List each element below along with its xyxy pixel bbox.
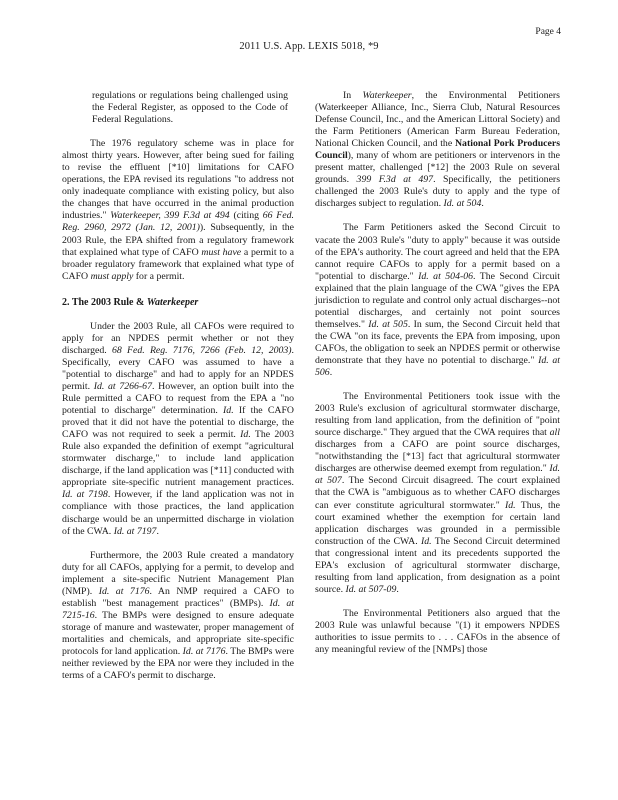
case-citation: Id. at 504-06	[418, 270, 474, 282]
case-citation: Id. at 7198	[62, 489, 108, 501]
paragraph: In Waterkeeper, the Environmental Petitioners (Waterkeeper Alliance, Inc., Sierra Club, Natural Resources Defense Council, Inc., and the American Littoral Society) and the Farm Petitioners (American Farm Bureau Federation, National Chicken Council, and the National Pork Producers Council), many of whom are petitioners or intervenors in the present matter, challenged [*12] the 2003 Rule on several grounds. 399 F.3d at 497. Specifically, the petitioners challenged the 2003 Rule's duty to apply and the type of discharges subject to regulation. Id. at 504.	[315, 90, 561, 210]
emphasis: must have	[201, 246, 242, 258]
paragraph: regulations or regulations being challenged using the Federal Register, as opposed to the Code of Federal Regulations.	[92, 90, 288, 126]
paragraph: The Farm Petitioners asked the Second Circuit to vacate the 2003 Rule's "duty to apply" because it was outside of the EPA's authority. The court agreed and held that the EPA cannot require CAFOs to apply for a permit based on a "potential to discharge." Id. at 504-06. The Second Circuit explained that the plain language of the CWA "gives the EPA jurisdiction to regulate and control only actual discharges--not potential discharges, and certainly not point sources themselves." Id. at 505. In sum, the Second Circuit held that the CWA "on its face, prevents the EPA from imposing, upon CAFOs, the obligation to seek an NPDES permit or otherwise demonstrate that they have no potential to discharge." Id. at 506.	[315, 222, 560, 379]
case-citation: Id. at 507	[315, 463, 560, 487]
running-head-citation: 2011 U.S. App. LEXIS 5018, *9	[239, 41, 379, 52]
right-column	[315, 90, 560, 656]
paragraph: The 1976 regulatory scheme was in place for almost thirty years. However, after being sued for failing to revise the effluent [*10] limitations for CAFO operations, the EPA revised its regulations "to address not only inadequate compliance with existing policy, but also the changes that have occurred in the animal production industries." Waterkeeper, 399 F.3d at 494 (citing 66 Fed. Reg. 2960, 2972 (Jan. 12, 2001)). Subsequently, in the 2003 Rule, the EPA shifted from a regulatory framework that explained what type of CAFO must have a permit to a broader regulatory framework that explained what type of CAFO must apply for a permit.	[62, 138, 294, 282]
emphasis: all	[549, 427, 560, 439]
case-citation: Id. at 7197	[113, 525, 157, 537]
case-citation: 68 Fed. Reg. 7176, 7266 (Feb. 12, 2003)	[111, 344, 292, 356]
case-citation: Id.	[421, 535, 432, 547]
paragraph: The Environmental Petitioners also argued that the 2003 Rule was unlawful because "(1) it empowers NPDES authorities to issue permits to . . . CAFOs in the absence of any meaningful review of the [NMPs] those	[315, 607, 560, 656]
case-citation: Id. at 7215-16	[62, 597, 295, 621]
case-citation: Id. at 507-09	[345, 583, 397, 595]
case-citation: Id. at 505	[368, 318, 408, 330]
case-citation: Id. at 504	[443, 198, 482, 210]
case-citation: Id.	[505, 499, 516, 511]
case-citation: Id.	[240, 429, 251, 441]
case-citation: Id. at 7176	[182, 645, 226, 657]
case-citation: 66 Fed. Reg. 2960, 2972 (Jan. 12, 2001)	[62, 210, 294, 234]
case-citation: Id. at 7176	[98, 585, 150, 597]
section-heading: 2. The 2003 Rule & Waterkeeper	[62, 296, 199, 308]
highlighted-party: National Pork Producers Council	[315, 138, 561, 162]
paragraph: The Environmental Petitioners took issue with the 2003 Rule's exclusion of agricultural stormwater discharge, resulting from land application, from the definition of "point source discharge." They argued that the CWA requires that all discharges from a CAFO are point source discharges, "notwithstanding the [*13] fact that agricultural stormwater discharges are otherwise deemed exempt from regulation." Id. at 507. The Second Circuit disagreed. The court explained that the CWA is "ambiguous as to whether CAFO discharges can ever constitute agricultural stormwater." Id. Thus, the court examined whether the exemption for certain land application discharges was grounded in a permissible construction of the CWA. Id. The Second Circuit determined that congressional intent and its precedents supported the EPA's exclusion of agricultural stormwater discharge, resulting from land application, from designation as a point source. Id. at 507-09.	[315, 391, 561, 595]
case-citation: Id.	[223, 405, 234, 417]
case-citation: Waterkeeper, 399 F.3d at 494	[110, 210, 230, 222]
paragraph: Furthermore, the 2003 Rule created a mandatory duty for all CAFOs, applying for a permit, to develop and implement a site-specific Nutrient Management Plan (NMP). Id. at 7176. An NMP required a CAFO to establish "best management practices" (BMPs). Id. at 7215-16. The BMPs were designed to ensure adequate storage of manure and wastewater, proper management of mortalities and chemicals, and appropriate site-specific protocols for land application. Id. at 7176. The BMPs were neither reviewed by the EPA nor were they included in the terms of a CAFO's permit to discharge.	[62, 549, 295, 682]
case-citation: Id. at 7266-67	[93, 380, 152, 392]
left-column	[62, 90, 294, 682]
case-citation: Id. at 506	[315, 354, 560, 379]
emphasis: Waterkeeper	[362, 90, 412, 101]
case-citation: 399 F.3d at 497	[356, 174, 434, 186]
page-number: Page 4	[535, 27, 561, 37]
emphasis: must apply	[90, 270, 134, 282]
paragraph: Under the 2003 Rule, all CAFOs were required to apply for an NPDES permit whether or not they discharged. 68 Fed. Reg. 7176, 7266 (Feb. 12, 2003). Specifically, every CAFO was assumed to have a "potential to discharge" and had to apply for an NPDES permit. Id. at 7266-67. However, an option built into the Rule permitted a CAFO to request from the EPA a "no potential to discharge" determination. Id. If the CAFO proved that it did not have the potential to discharge, the CAFO was not required to seek a permit. Id. The 2003 Rule also expanded the definition of exempt "agricultural stormwater discharge," to include land application discharge, if the land application was [*11] conducted with appropriate site-specific nutrient management practices. Id. at 7198. However, if the land application was not in compliance with those practices, the land application discharge would be an unpermitted discharge in violation of the CWA. Id. at 7197.	[62, 320, 295, 537]
